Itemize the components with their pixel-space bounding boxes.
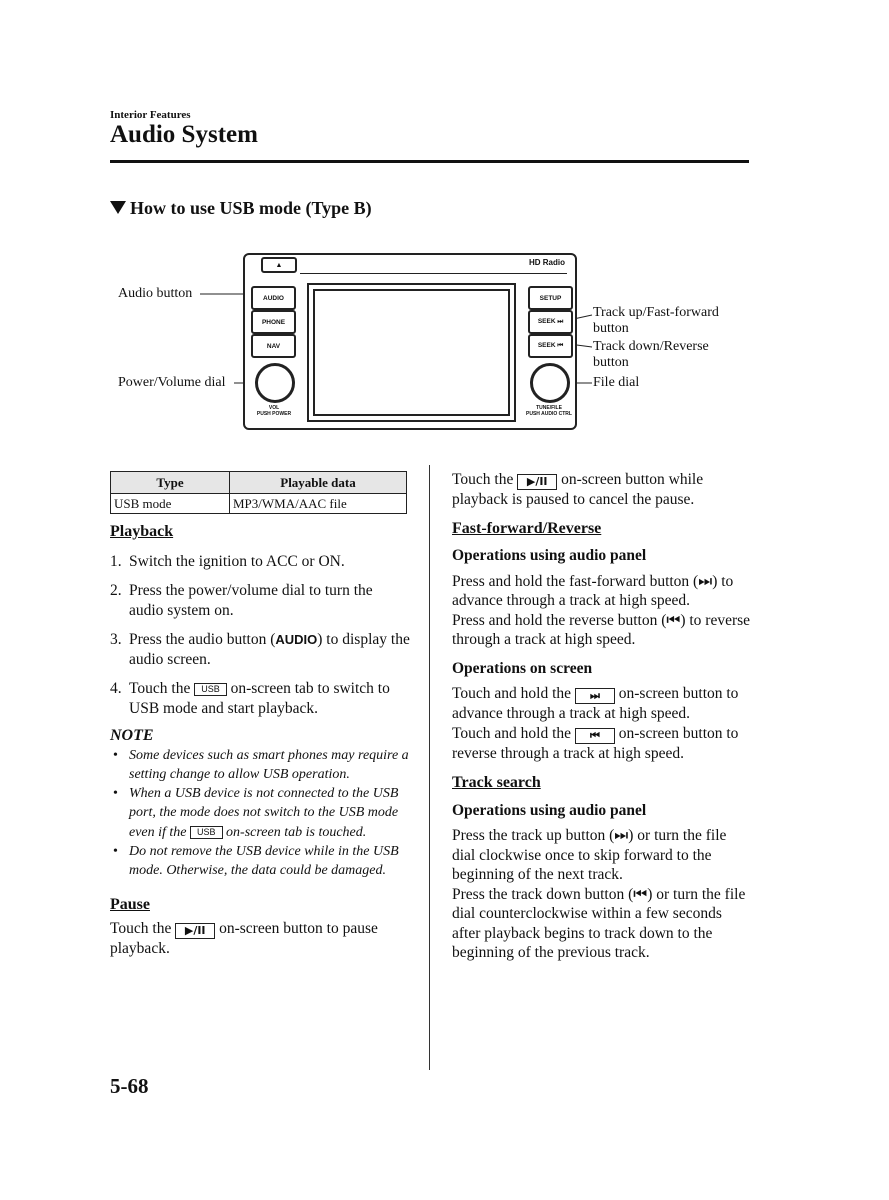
cancel-pre: Touch the bbox=[452, 471, 518, 488]
step-text: Press the audio button ( bbox=[129, 631, 276, 648]
pause-heading: Pause bbox=[110, 895, 150, 913]
seek-up-hw-button[interactable]: SEEK ⏭ bbox=[528, 310, 573, 334]
track-down-label bbox=[593, 339, 709, 371]
table-header: Playable data bbox=[230, 472, 407, 494]
step-text: on-screen tab to switch to USB mode and start playback. bbox=[129, 680, 390, 717]
tune-caption-line1: TUNE/FILE bbox=[536, 405, 562, 411]
usb-tab-icon: USB bbox=[190, 826, 223, 839]
note-title: NOTE bbox=[110, 727, 154, 744]
note-text: Some devices such as smart phones may require a setting change to allow USB operation. bbox=[129, 747, 409, 782]
play-pause-icon: ▶/II bbox=[517, 474, 557, 490]
step-number: 3. bbox=[110, 631, 122, 648]
table-cell: USB mode bbox=[111, 494, 230, 514]
screen-text: Touch and hold the bbox=[452, 724, 575, 742]
display-screen-inner bbox=[313, 289, 510, 416]
track-search-text: Press the track up button ( bbox=[452, 827, 615, 844]
audio-hw-button[interactable]: AUDIO bbox=[251, 286, 296, 310]
audio-unit bbox=[243, 253, 577, 430]
cancel-pause-text bbox=[452, 470, 752, 510]
tune-caption-line2: PUSH AUDIO CTRL bbox=[526, 411, 572, 417]
right-column bbox=[452, 470, 752, 963]
track-search-text: Press the track down button ( bbox=[452, 885, 634, 903]
fast-forward-icon: ⏭ bbox=[614, 827, 629, 844]
bullet: • bbox=[113, 843, 118, 859]
top-trim-line bbox=[300, 273, 567, 274]
setup-hw-button[interactable]: SETUP bbox=[528, 286, 573, 310]
usb-tab-icon: USB bbox=[194, 683, 227, 696]
screen-text: on-screen button to reverse through a track at high speed. bbox=[452, 724, 739, 762]
track-search-heading: Track search bbox=[452, 774, 541, 791]
column-divider bbox=[429, 465, 430, 1070]
step-number: 2. bbox=[110, 582, 122, 599]
track-search-text: ) or turn the file dial clockwise once to skip forward to the beginning of the next track. bbox=[452, 827, 727, 883]
ff-paragraph bbox=[452, 572, 752, 650]
fast-forward-icon: ⏭ bbox=[575, 688, 615, 704]
note-text: on-screen tab is touched. bbox=[222, 824, 367, 840]
ff-text: ) to reverse through a track at high speed. bbox=[452, 611, 751, 648]
vol-caption bbox=[251, 405, 297, 417]
ff-text: ) to advance through a track at high speed. bbox=[452, 572, 734, 609]
track-down-label-line1: Track down/Reverse bbox=[593, 339, 709, 354]
hd-radio-logo: HD Radio bbox=[529, 258, 565, 267]
playback-heading: Playback bbox=[110, 523, 174, 540]
file-dial-label: File dial bbox=[593, 375, 640, 390]
track-up-label-line2: button bbox=[593, 321, 629, 336]
track-up-label-line1: Track up/Fast-forward bbox=[593, 305, 719, 320]
page-number: 5-68 bbox=[110, 1074, 149, 1098]
note-text: When a USB device is not connected to the USB port, the mode does not switch to the USB mode even if the bbox=[129, 786, 399, 840]
page-title: Audio System bbox=[110, 121, 258, 148]
play-pause-icon: ▶/II bbox=[175, 923, 215, 939]
left-column bbox=[110, 522, 410, 959]
step-text: Press the power/volume dial to turn the audio system on. bbox=[129, 582, 373, 619]
track-search-paragraph bbox=[452, 826, 752, 963]
reverse-icon: ⏮ bbox=[666, 611, 681, 629]
section-label: Interior Features bbox=[110, 109, 191, 121]
fast-forward-heading: Fast-forward/Reverse bbox=[452, 519, 602, 537]
playback-steps bbox=[110, 552, 410, 719]
track-up-label bbox=[593, 305, 719, 337]
power-volume-dial-label: Power/Volume dial bbox=[118, 375, 226, 390]
ops-screen-heading: Operations on screen bbox=[452, 659, 593, 677]
tune-caption bbox=[521, 405, 577, 417]
track-search-text: ) or turn the file dial counterclockwise within a few seconds after playback begins to track down to the beginning of the previous track. bbox=[452, 885, 746, 961]
step-text: Touch the bbox=[129, 680, 195, 697]
ff-text: Press and hold the reverse button ( bbox=[452, 611, 667, 629]
list-item bbox=[110, 630, 410, 669]
power-volume-dial[interactable] bbox=[255, 363, 295, 403]
table-header: Type bbox=[111, 472, 230, 494]
reverse-icon: ⏮ bbox=[575, 728, 615, 744]
step-text: Switch the ignition to ACC or ON. bbox=[129, 552, 345, 570]
file-dial[interactable] bbox=[530, 363, 570, 403]
step-number: 4. bbox=[110, 680, 122, 697]
screen-text: Touch and hold the bbox=[452, 685, 575, 702]
cancel-post: on-screen button while playback is paused to cancel the pause. bbox=[452, 471, 704, 508]
table-row bbox=[111, 494, 407, 514]
note-text: Do not remove the USB device while in the USB mode. Otherwise, the data could be damaged. bbox=[129, 843, 399, 879]
subsection-title: How to use USB mode (Type B) bbox=[130, 198, 372, 218]
step-text: ) to display the audio screen. bbox=[129, 631, 410, 668]
list-item bbox=[110, 679, 410, 718]
display-screen bbox=[307, 283, 516, 422]
playable-data-table bbox=[110, 471, 407, 514]
note-list bbox=[110, 746, 410, 881]
audio-button-icon: AUDIO bbox=[275, 632, 318, 647]
ops-panel-heading-2: Operations using audio panel bbox=[452, 801, 647, 819]
ff-text: Press and hold the fast-forward button ( bbox=[452, 572, 699, 590]
list-item bbox=[110, 784, 410, 842]
audio-button-label: Audio button bbox=[118, 286, 193, 301]
phone-hw-button[interactable]: PHONE bbox=[251, 310, 296, 334]
screen-ops-paragraph bbox=[452, 684, 752, 763]
vol-caption-line1: VOL bbox=[268, 405, 280, 411]
list-item bbox=[110, 746, 410, 785]
seek-down-hw-button[interactable]: SEEK ⏮ bbox=[528, 334, 573, 358]
reverse-icon: ⏮ bbox=[633, 885, 648, 903]
pause-text-pre: Touch the bbox=[110, 920, 176, 938]
pause-text-post: on-screen button to pause playback. bbox=[110, 920, 378, 958]
step-number: 1. bbox=[110, 552, 122, 570]
list-item bbox=[110, 842, 410, 881]
screen-text: on-screen button to advance through a track at high speed. bbox=[452, 685, 739, 722]
pause-text bbox=[110, 919, 410, 959]
vol-caption-line2: PUSH POWER bbox=[256, 411, 292, 417]
table-cell: MP3/WMA/AAC file bbox=[230, 494, 407, 514]
nav-hw-button[interactable]: NAV bbox=[251, 334, 296, 358]
bullet: • bbox=[113, 786, 118, 802]
track-down-label-line2: button bbox=[593, 355, 629, 370]
ops-panel-heading: Operations using audio panel bbox=[452, 547, 647, 564]
table-header-row bbox=[111, 472, 407, 494]
list-item bbox=[110, 581, 410, 620]
fast-forward-icon: ⏭ bbox=[698, 572, 713, 590]
eject-button[interactable]: ▲ bbox=[261, 257, 297, 273]
bullet: • bbox=[113, 747, 118, 763]
list-item bbox=[110, 552, 410, 572]
